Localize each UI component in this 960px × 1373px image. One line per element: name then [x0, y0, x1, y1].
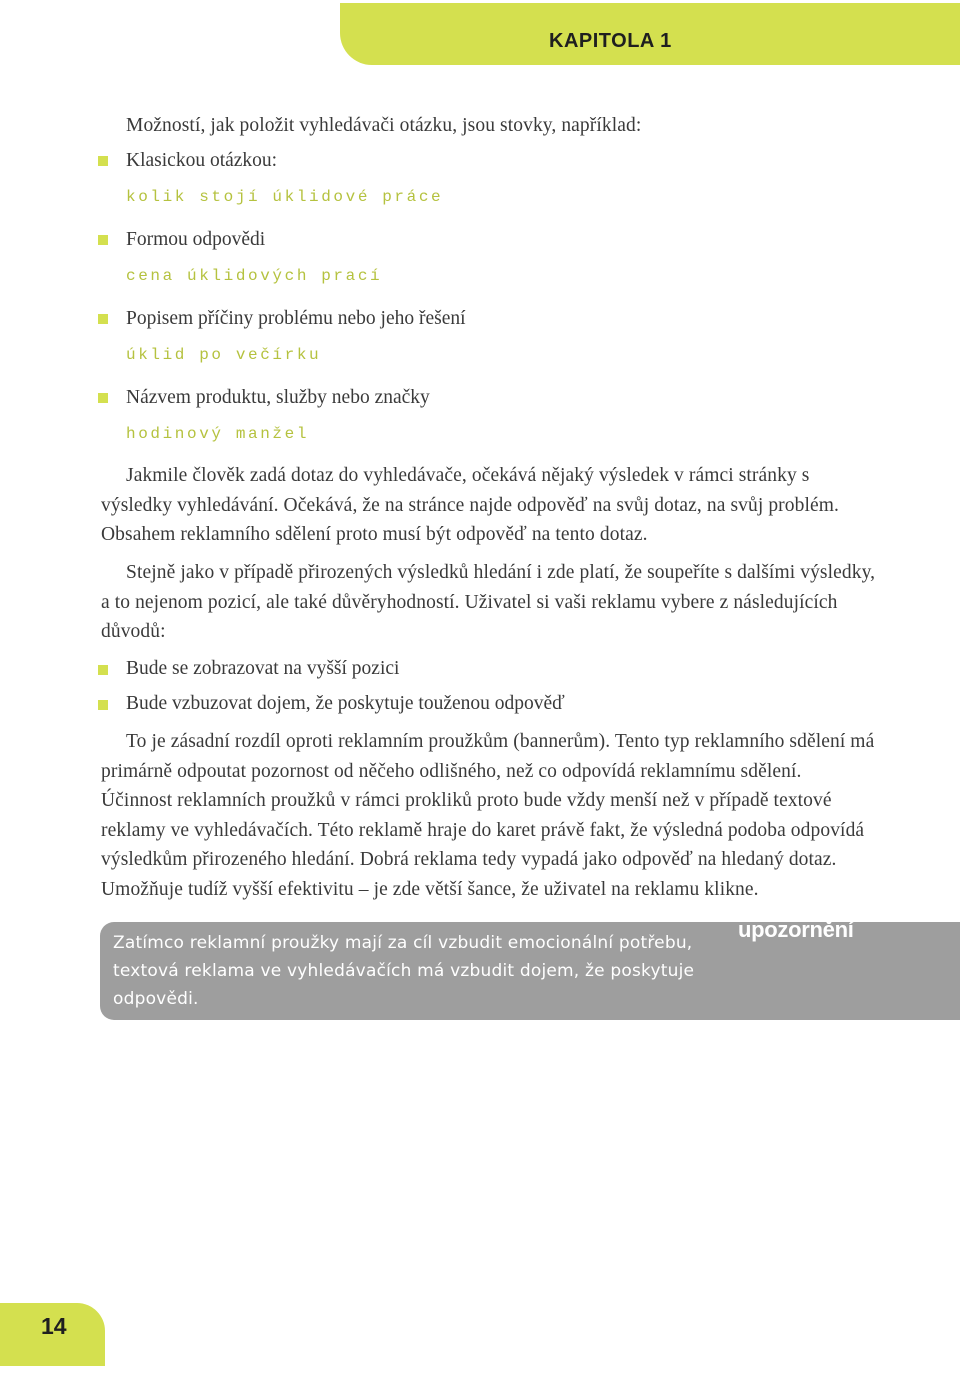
- intro-text: Možností, jak položit vyhledávači otázku, jsou stovky, například:: [126, 115, 642, 136]
- paragraph: To je zásadní rozdíl oproti reklamním proužkům (bannerům). Tento typ reklamního sdělení má primárně odpoutat pozornost od něčeho odlišného, než co odpovídá reklamnímu sdělení. Účinnost reklamních proužků v rámci prokliků proto bude vždy menší než v případě textové reklamy ve vyhledávačích. Této reklamě hraje do karet právě fakt, že výsledná podoba odpovídá výsledkům přirozeného hledání. Dobrá reklama tedy vypadá jako odpověď na hledaný dotaz. Umožňuje tudíž vyšší efektivitu – je zde větší šance, že uživatel na reklamu klikne.: [101, 731, 875, 900]
- query-example: cena úklidových prací: [126, 267, 383, 285]
- reason-item: Bude se zobrazovat na vyšší pozici: [126, 658, 400, 679]
- bullet-icon: [98, 393, 108, 403]
- bullet-icon: [98, 665, 108, 675]
- note-tag: upozornění: [738, 917, 854, 942]
- query-type-label: Klasickou otázkou:: [126, 150, 278, 171]
- query-type-label: Názvem produktu, služby nebo značky: [126, 387, 430, 408]
- query-example: kolik stojí úklidové práce: [126, 188, 444, 206]
- reason-item: Bude vzbuzovat dojem, že poskytuje touženou odpověď: [126, 693, 565, 714]
- bullet-icon: [98, 314, 108, 324]
- query-example: úklid po večírku: [126, 346, 322, 364]
- paragraph: Stejně jako v případě přirozených výsledků hledání i zde platí, že soupeříte s dalšími výsledky, a to nejenom pozicí, ale také důvěryhodností. Uživatel si vaši reklamu vybere z následujících důvodů:: [101, 562, 876, 642]
- bullet-icon: [98, 700, 108, 710]
- chapter-label: KAPITOLA 1: [549, 30, 672, 52]
- bullet-icon: [98, 156, 108, 166]
- note-text: Zatímco reklamní proužky mají za cíl vzbudit emocionální potřebu, textová reklama ve vyhledávačích má vzbudit dojem, že poskytuje odpovědi.: [113, 933, 695, 1009]
- query-type-label: Formou odpovědi: [126, 229, 266, 250]
- query-type-label: Popisem příčiny problému nebo jeho řešení: [126, 308, 466, 329]
- page-number: 14: [41, 1313, 67, 1339]
- bullet-icon: [98, 235, 108, 245]
- paragraph: Jakmile člověk zadá dotaz do vyhledávače, očekává nějaký výsledek v rámci stránky s výsledky vyhledávání. Očekává, že na stránce najde odpověď na svůj dotaz, na svůj problém. Obsahem reklamního sdělení proto musí být odpověď na tento dotaz.: [101, 465, 839, 545]
- query-example: hodinový manžel: [126, 425, 310, 443]
